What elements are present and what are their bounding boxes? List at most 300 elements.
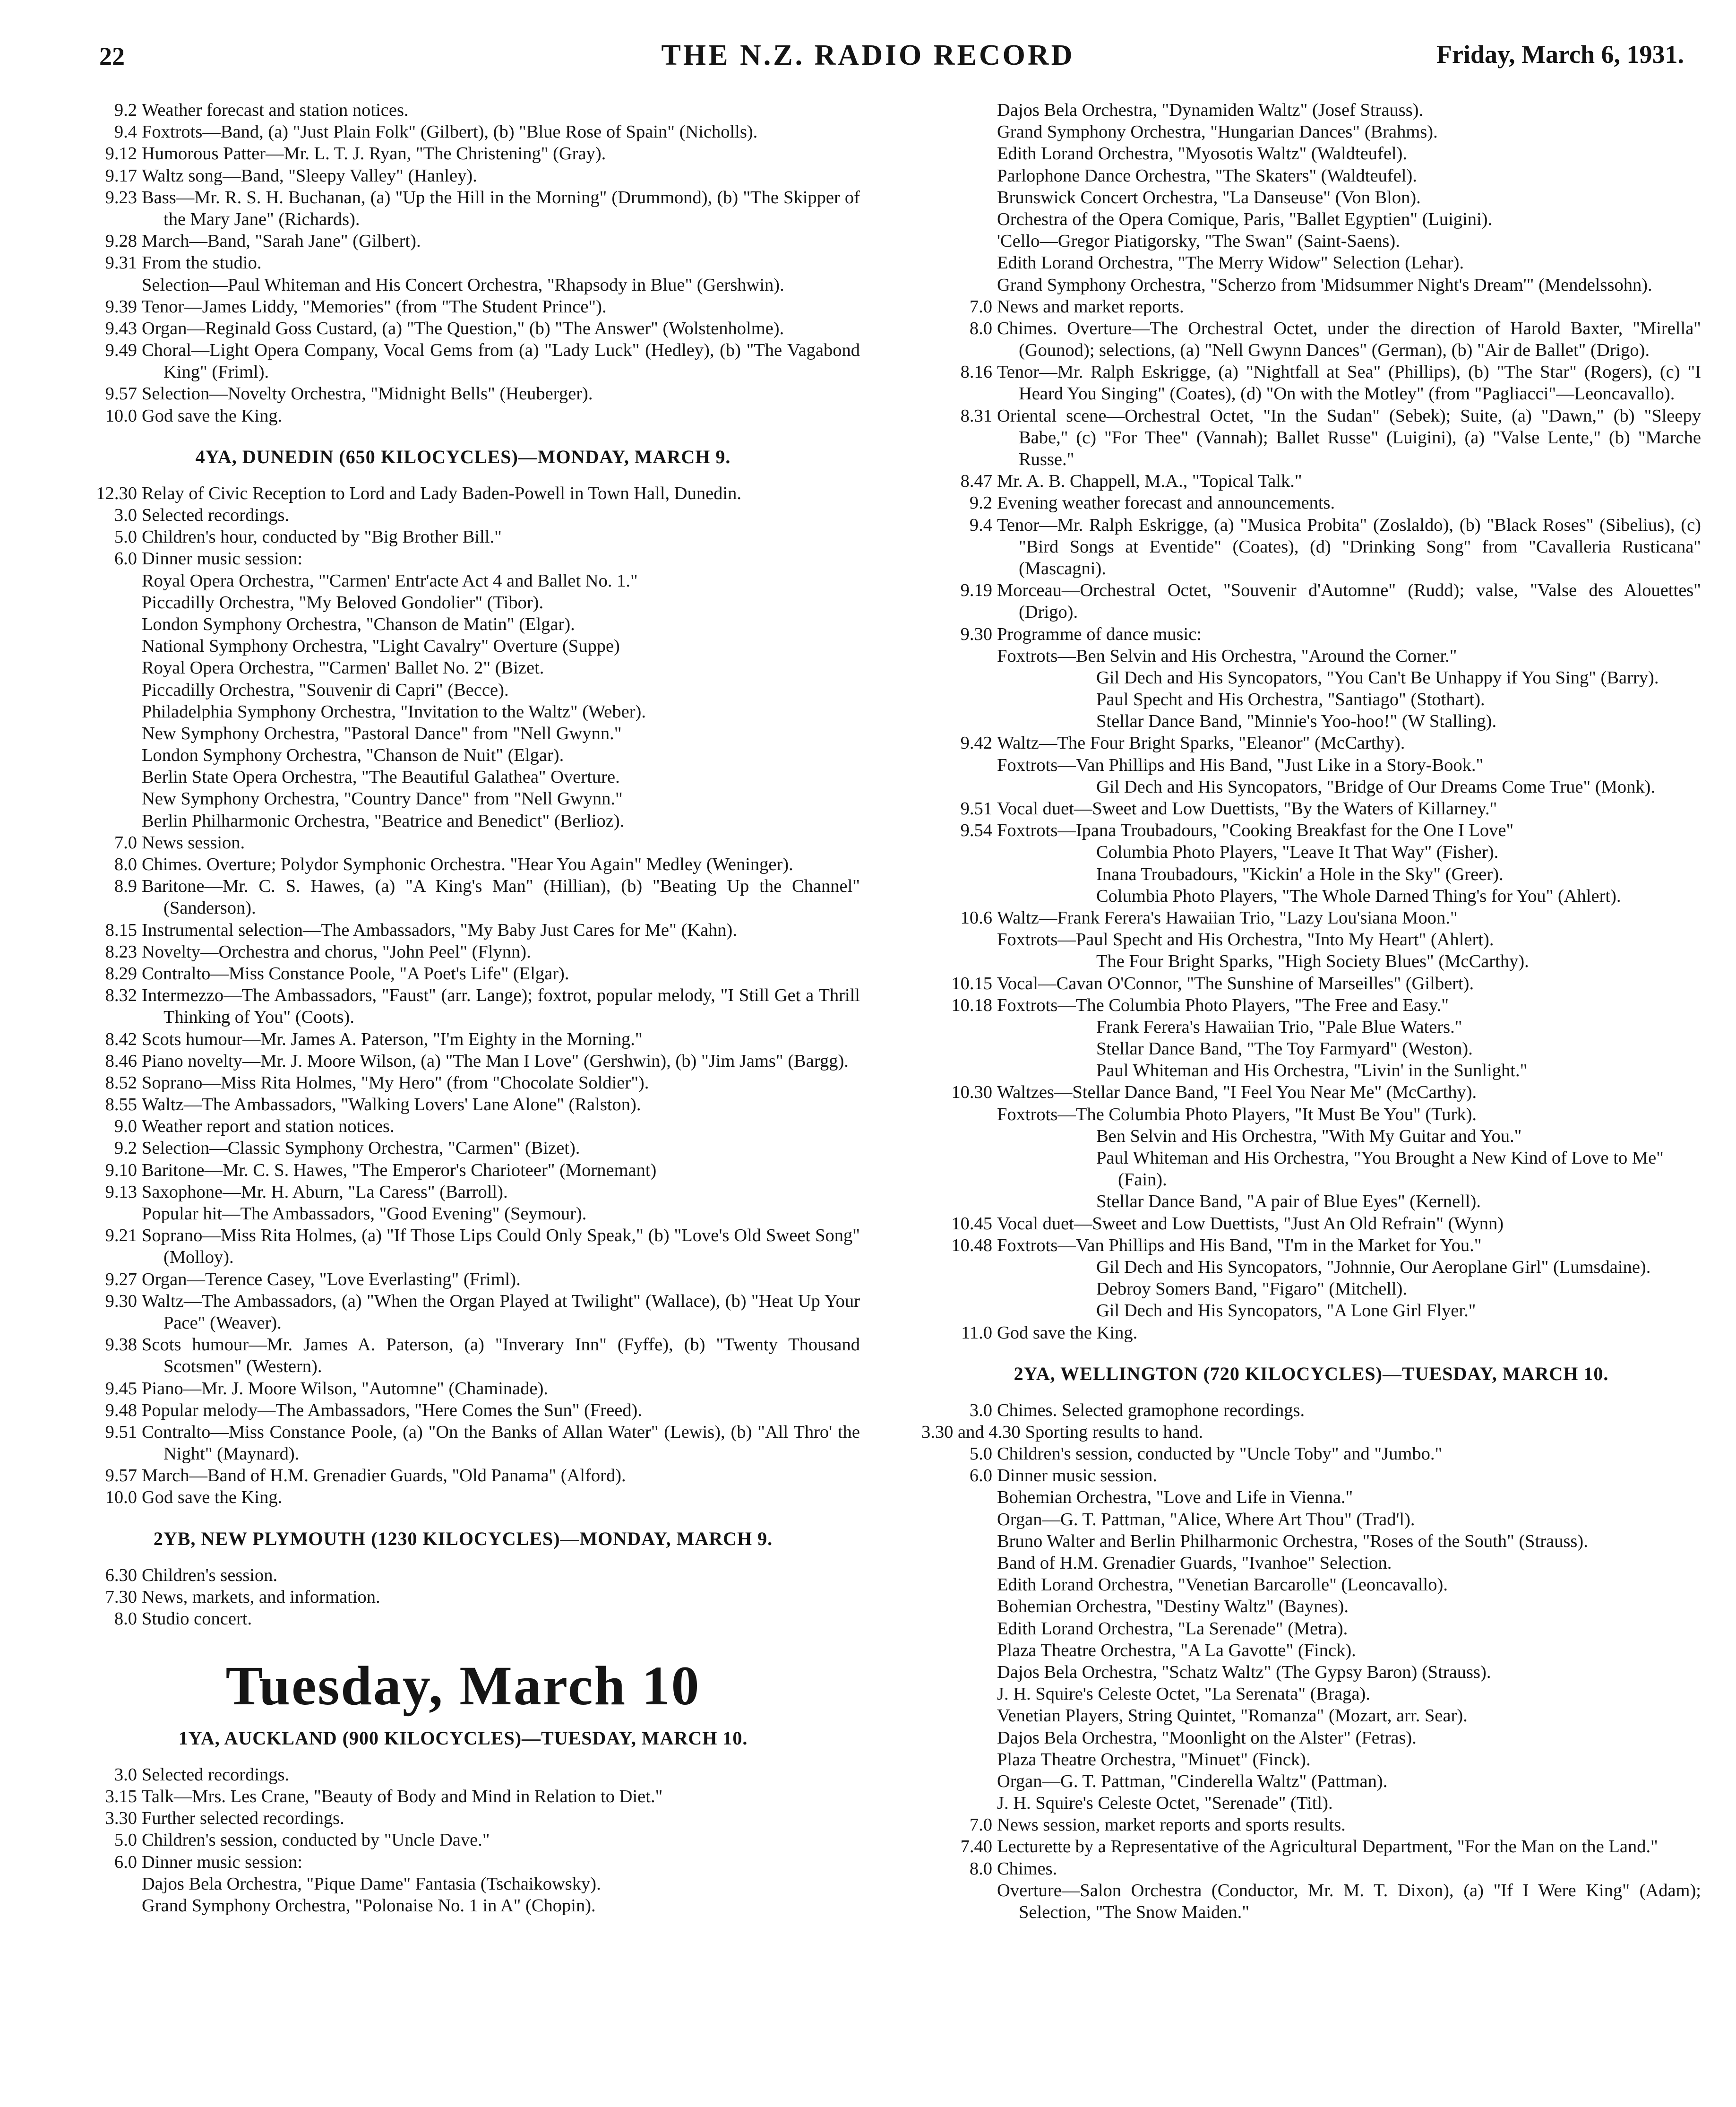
page-number: 22 — [99, 42, 125, 70]
entry-text: Intermezzo—The Ambassadors, "Faust" (arr. Lange); foxtrot, popular melody, "I Still Get a Thrill Thinking of You" (Coots). — [142, 985, 860, 1028]
list-item: Stellar Dance Band, "Minnie's Yoo-hoo!" (W Stalling). — [1096, 711, 1497, 732]
entry-text: Mr. A. B. Chappell, M.A., "Topical Talk." — [997, 471, 1302, 492]
entry-time: 9.49 — [105, 340, 137, 361]
entry-text: News session, market reports and sports results. — [997, 1815, 1346, 1835]
schedule-entry — [921, 1213, 1701, 1235]
entry-time: 9.13 — [105, 1182, 137, 1202]
entry-text: Soprano—Miss Rita Holmes, "My Hero" (from "Chocolate Soldier"). — [142, 1072, 649, 1093]
list-item: The Four Bright Sparks, "High Society Blues" (McCarthy). — [1096, 951, 1529, 972]
entry-text: Children's session. — [142, 1565, 278, 1585]
entry-body — [142, 548, 860, 570]
entry-body — [997, 1858, 1701, 1924]
entry-body — [997, 492, 1701, 514]
entry-text: Programme of dance music: — [997, 624, 1202, 644]
entry-time: 9.12 — [105, 144, 137, 164]
entry-body — [142, 963, 860, 984]
entry-body — [142, 296, 860, 318]
schedule-entry — [66, 296, 860, 318]
schedule-entry — [66, 875, 860, 919]
entry-body — [142, 1764, 860, 1786]
entry-time: 9.19 — [960, 580, 992, 601]
entry-time: 9.10 — [105, 1160, 137, 1180]
schedule-entry — [921, 973, 1701, 994]
entry-text: Baritone—Mr. C. S. Hawes, (a) "A King's Man" (Hillian), (b) "Beating Up the Channel" (Sanderson). — [142, 876, 860, 918]
entry-time: 9.30 — [105, 1291, 137, 1311]
entry-time: 10.30 — [951, 1082, 992, 1103]
entry-time: 10.45 — [951, 1213, 992, 1234]
schedule-entry — [66, 1786, 860, 1807]
entry-time: 3.0 — [114, 505, 137, 525]
entry-text: Relay of Civic Reception to Lord and Lady Baden-Powell in Town Hall, Dunedin. — [142, 483, 741, 503]
entry-text: News session. — [142, 832, 245, 853]
list-item: Edith Lorand Orchestra, "Venetian Barcarolle" (Leoncavallo). — [997, 1575, 1448, 1595]
left-column — [66, 99, 860, 1917]
list-item: Royal Opera Orchestra, "'Carmen' Entr'acte Act 4 and Ballet No. 1." — [142, 570, 638, 591]
entry-body — [142, 875, 860, 919]
schedule-entry — [66, 1159, 860, 1181]
list-item: Philadelphia Symphony Orchestra, "Invitation to the Waltz" (Weber). — [142, 701, 646, 722]
entry-text: Contralto—Miss Constance Poole, (a) "On the Banks of Allan Water" (Lewis), (b) "All Thro' the Night" (Maynard). — [142, 1422, 860, 1464]
schedule-entry — [66, 1028, 860, 1050]
entry-time: 10.18 — [951, 995, 992, 1015]
entry-body — [142, 230, 860, 252]
schedule-entry — [66, 1465, 860, 1486]
entry-time: 7.30 — [105, 1587, 137, 1607]
schedule-entry — [66, 1807, 860, 1829]
entry-time: 6.0 — [114, 1852, 137, 1872]
entry-body — [142, 941, 860, 963]
entry-time: 8.23 — [105, 941, 137, 962]
entry-body — [142, 383, 860, 405]
entry-time: 8.0 — [114, 855, 137, 874]
schedule-entry — [66, 1050, 860, 1072]
schedule-entry — [66, 1072, 860, 1094]
list-item: Parlophone Dance Orchestra, "The Skaters" (Waldteufel). — [997, 165, 1417, 186]
entry-body — [142, 1269, 860, 1290]
entry-body — [142, 1586, 860, 1608]
entry-body — [997, 318, 1701, 361]
schedule-entry — [921, 296, 1701, 318]
entry-body — [142, 1115, 860, 1137]
station-heading-4ya: 4YA, DUNEDIN (650 KILOCYCLES)—MONDAY, MARCH 9. — [195, 446, 731, 467]
entry-body — [142, 1378, 860, 1399]
entry-time: 6.0 — [969, 1466, 992, 1486]
entry-time: 9.30 — [960, 624, 992, 644]
entry-time: 9.2 — [114, 100, 137, 120]
entry-text: From the studio. — [142, 253, 262, 273]
entry-body — [997, 579, 1701, 623]
entry-text: Waltz—The Ambassadors, (a) "When the Organ Played at Twilight" (Wallace), (b) "Heat Up Your Pace" (Weaver). — [142, 1291, 860, 1333]
entry-time: 10.15 — [951, 973, 992, 993]
list-item: London Symphony Orchestra, "Chanson de Nuit" (Elgar). — [142, 745, 564, 766]
entry-time: 9.51 — [960, 799, 992, 819]
schedule-block — [921, 1814, 1701, 1923]
entry-time: 8.52 — [105, 1072, 137, 1093]
entry-text: Organ—Terence Casey, "Love Everlasting" (Friml). — [142, 1269, 521, 1289]
entry-time: 10.0 — [105, 1487, 137, 1508]
entry-body — [142, 1608, 860, 1630]
dance-group-continuation — [921, 1256, 1701, 1322]
list-item: Bruno Walter and Berlin Philharmonic Orchestra, "Roses of the South" (Strauss). — [997, 1531, 1588, 1551]
entry-time: 10.48 — [951, 1235, 992, 1255]
entry-text: Chimes. — [997, 1858, 1057, 1879]
entry-body — [997, 623, 1701, 645]
schedule-entry — [66, 1608, 860, 1630]
schedule-entry — [921, 492, 1701, 514]
schedule-entry — [66, 1851, 860, 1873]
entry-body — [142, 526, 860, 548]
entry-time: 7.0 — [114, 832, 137, 853]
list-item: Bohemian Orchestra, "Love and Life in Vienna." — [997, 1487, 1353, 1508]
entry-time: 9.45 — [105, 1378, 137, 1399]
entry-time: 8.46 — [105, 1051, 137, 1071]
schedule-block — [66, 1764, 860, 1873]
schedule-entry — [921, 579, 1701, 623]
entry-body — [142, 832, 860, 854]
list-item: Venetian Players, String Quintet, "Romanza" (Mozart, arr. Sear). — [997, 1706, 1468, 1726]
entry-time: 7.0 — [969, 296, 992, 317]
entry-time: 9.48 — [105, 1400, 137, 1420]
entry-time: 8.42 — [105, 1029, 137, 1049]
entry-text: Vocal—Cavan O'Connor, "The Sunshine of Marseilles" (Gilbert). — [997, 973, 1474, 993]
schedule-entry — [66, 1290, 860, 1334]
entry-body — [142, 121, 860, 143]
list-item: Dajos Bela Orchestra, "Dynamiden Waltz" (Josef Strauss). — [997, 100, 1424, 120]
list-item: Royal Opera Orchestra, "'Carmen' Ballet No. 2" (Bizet. — [142, 658, 544, 678]
schedule-entry — [66, 1586, 860, 1608]
entry-text: Tenor—Mr. Ralph Eskrigge, (a) "Musica Probita" (Zoslaldo), (b) "Black Roses" (Sibelius), (c) "Bird Songs at Eventide" (Coates), (d) "Drinking Song" from "Cavalleria Rusticana" (Mascagni). — [997, 515, 1701, 579]
schedule-entry — [921, 470, 1701, 492]
schedule-block — [921, 1399, 1701, 1487]
entry-body — [997, 296, 1701, 318]
dinner-music-list — [921, 1486, 1701, 1814]
list-item: Edith Lorand Orchestra, "Myosotis Waltz" (Waldteufel). — [997, 144, 1408, 164]
entry-body — [142, 854, 860, 875]
schedule-block — [66, 1564, 860, 1630]
station-heading-2ya: 2YA, WELLINGTON (720 KILOCYCLES)—TUESDAY, MARCH 10. — [1014, 1363, 1609, 1384]
entry-time: 9.57 — [105, 384, 137, 404]
list-item: Gil Dech and His Syncopators, "Johnnie, Our Aeroplane Girl" (Lumsdaine). — [1096, 1257, 1651, 1277]
entry-text: Oriental scene—Orchestral Octet, "In the Sudan" (Sebek); Suite, (a) "Dawn," (b) "Sleepy Babe," (c) "For Thee" (Vannah); Ballet Russe" (Luigini), (a) "Valse Lente," (b) "Marche Russe." — [997, 406, 1701, 469]
entry-text: Studio concert. — [142, 1609, 252, 1629]
schedule-entry — [66, 187, 860, 230]
entry-body — [142, 1290, 860, 1334]
entry-text: Waltzes—Stellar Dance Band, "I Feel You Near Me" (McCarthy). — [997, 1082, 1477, 1103]
schedule-entry — [66, 919, 860, 941]
entry-time: 5.0 — [114, 1830, 137, 1850]
schedule-entry — [66, 230, 860, 252]
entry-text: Sporting results to hand. — [1025, 1422, 1203, 1442]
entry-time: 8.55 — [105, 1095, 137, 1115]
entry-body — [142, 1137, 860, 1159]
entry-time: 9.43 — [105, 318, 137, 338]
schedule-entry — [921, 1858, 1701, 1924]
schedule-entry — [66, 832, 860, 854]
list-item: Debroy Somers Band, "Figaro" (Mitchell). — [1096, 1279, 1408, 1299]
schedule-entry — [66, 405, 860, 427]
entry-body — [142, 1072, 860, 1094]
schedule-entry — [66, 1829, 860, 1851]
entry-time: 3.0 — [114, 1764, 137, 1785]
list-item: Inana Troubadours, "Kickin' a Hole in the Sky" (Greer). — [1096, 864, 1504, 884]
entry-time: 9.0 — [114, 1116, 137, 1137]
list-item: Berlin Philharmonic Orchestra, "Beatrice and Benedict" (Berlioz). — [142, 811, 625, 831]
entry-body — [142, 1851, 860, 1873]
list-item: Edith Lorand Orchestra, "The Merry Widow" Selection (Lehar). — [997, 253, 1464, 273]
entry-text: Baritone—Mr. C. S. Hawes, "The Emperor's Charioteer" (Mornemant) — [142, 1160, 657, 1180]
station-heading-1ya: 1YA, AUCKLAND (900 KILOCYCLES)—TUESDAY, MARCH 10. — [178, 1727, 748, 1749]
entry-time: 8.0 — [969, 1858, 992, 1879]
entry-body — [142, 1028, 860, 1050]
entry-time: 6.0 — [114, 549, 137, 569]
entry-text: Chimes. Selected gramophone recordings. — [997, 1400, 1305, 1420]
entry-text: Tenor—James Liddy, "Memories" (from "The Student Prince"). — [142, 296, 607, 317]
dance-group-continuation — [921, 667, 1701, 733]
list-item: Frank Ferera's Hawaiian Trio, "Pale Blue Waters." — [1096, 1017, 1462, 1037]
schedule-entry — [66, 1378, 860, 1399]
list-item: Stellar Dance Band, "A pair of Blue Eyes" (Kernell). — [1096, 1192, 1481, 1212]
entry-text: Further selected recordings. — [142, 1808, 344, 1829]
list-item: Orchestra of the Opera Comique, Paris, "Ballet Egyptien" (Luigini). — [997, 209, 1493, 229]
schedule-entry — [66, 121, 860, 143]
entry-text: Waltz—The Ambassadors, "Walking Lovers' Lane Alone" (Ralston). — [142, 1095, 641, 1115]
entry-text: Dinner music session. — [997, 1466, 1157, 1486]
entry-text: Selection—Paul Whiteman and His Concert Orchestra, "Rhapsody in Blue" (Gershwin). — [142, 275, 784, 295]
right-column — [921, 99, 1701, 1923]
entry-text: Piano—Mr. J. Moore Wilson, "Automne" (Chaminade). — [142, 1378, 549, 1399]
schedule-entry — [66, 1225, 860, 1268]
entry-time: 9.51 — [105, 1422, 137, 1442]
entry-time: 9.57 — [105, 1466, 137, 1486]
schedule-entry — [66, 526, 860, 548]
entry-text: Tenor—Mr. Ralph Eskrigge, (a) "Nightfall at Sea" (Phillips), (b) "The Star" (Rogers), (c) "I Heard You Singing" (Coates), (d) "On with the Motley" (from "Pagliacci"—Leoncavallo). — [997, 362, 1701, 404]
entry-body — [997, 1443, 1701, 1465]
entry-text: Bass—Mr. R. S. H. Buchanan, (a) "Up the Hill in the Morning" (Drummond), (b) "The Skipper of the Mary Jane" (Richards). — [142, 187, 860, 229]
list-item: London Symphony Orchestra, "Chanson de Matin" (Elgar). — [142, 614, 575, 634]
list-item: Dajos Bela Orchestra, "Moonlight on the Alster" (Fetras). — [997, 1727, 1417, 1748]
list-item: Gil Dech and His Syncopators, "A Lone Girl Flyer." — [1096, 1301, 1476, 1321]
entry-time: 3.30 — [105, 1808, 137, 1829]
entry-body — [142, 483, 860, 504]
list-item: Brunswick Concert Orchestra, "La Danseuse" (Von Blon). — [997, 187, 1421, 207]
schedule-block — [66, 832, 860, 1509]
schedule-entry — [921, 1421, 1701, 1443]
entry-body — [142, 1829, 860, 1851]
dance-group-continuation — [921, 1125, 1701, 1213]
entry-body — [997, 1465, 1701, 1486]
entry-time: 9.28 — [105, 231, 137, 251]
entry-time: 10.6 — [960, 907, 992, 928]
entry-time: 5.0 — [969, 1444, 992, 1464]
list-item: Paul Specht and His Orchestra, "Santiago" (Stothart). — [1096, 690, 1485, 710]
schedule-entry — [66, 984, 860, 1028]
dance-group — [921, 929, 1701, 950]
entry-time: 5.0 — [114, 527, 137, 547]
schedule-entry — [921, 820, 1701, 841]
entry-text: Talk—Mrs. Les Crane, "Beauty of Body and Mind in Relation to Diet." — [142, 1786, 663, 1806]
entry-text: Popular hit—The Ambassadors, "Good Evening" (Seymour). — [142, 1204, 587, 1224]
dance-entry: Foxtrots—Paul Specht and His Orchestra, "Into My Heart" (Ahlert). — [997, 930, 1494, 950]
list-item: Paul Whiteman and His Orchestra, "You Brought a New Kind of Love to Me" (Fain). — [1096, 1148, 1664, 1190]
entry-body — [1025, 1421, 1701, 1443]
entry-time: 9.39 — [105, 296, 137, 317]
list-item: Ben Selvin and His Orchestra, "With My Guitar and You." — [1096, 1126, 1522, 1146]
dance-entry: Foxtrots—Van Phillips and His Band, "Just Like in a Story-Book." — [997, 755, 1484, 775]
list-item: J. H. Squire's Celeste Octet, "Serenade" (Titl). — [997, 1793, 1333, 1813]
entry-text: Weather report and station notices. — [142, 1116, 395, 1137]
entry-body — [142, 984, 860, 1028]
entry-time: 9.27 — [105, 1269, 137, 1289]
entry-body — [997, 1814, 1701, 1836]
dinner-music-list — [921, 99, 1701, 296]
entry-text: Foxtrots—Band, (a) "Just Plain Folk" (Gilbert), (b) "Blue Rose of Spain" (Nicholls). — [142, 122, 758, 142]
entry-text: God save the King. — [997, 1322, 1138, 1343]
entry-body — [997, 1836, 1701, 1857]
schedule-entry — [66, 1094, 860, 1115]
entry-text: Selected recordings. — [142, 1764, 290, 1785]
entry-time: 8.29 — [105, 963, 137, 984]
entry-text: Saxophone—Mr. H. Aburn, "La Caress" (Barroll). — [142, 1182, 508, 1202]
list-item: Plaza Theatre Orchestra, "A La Gavotte" (Finck). — [997, 1640, 1356, 1660]
entry-text: Children's session, conducted by "Uncle Toby" and "Jumbo." — [997, 1444, 1443, 1464]
schedule-entry — [66, 1764, 860, 1786]
list-item: Organ—G. T. Pattman, "Cinderella Waltz" (Pattman). — [997, 1771, 1388, 1791]
entry-text: Chimes. Overture—The Orchestral Octet, under the direction of Harold Baxter, "Mirella" (Gounod); selections, (a) "Nell Gwynn Dances" (German), (b) "Air de Ballet" (Drigo). — [997, 318, 1701, 361]
schedule-entry — [921, 1399, 1701, 1421]
entry-time: 11.0 — [961, 1322, 992, 1343]
schedule-entry — [921, 732, 1701, 754]
list-item: National Symphony Orchestra, "Light Cavalry" Overture (Suppe) — [142, 636, 620, 656]
entry-time: 9.4 — [969, 515, 992, 535]
entry-text: News, markets, and information. — [142, 1587, 380, 1607]
schedule-entry — [66, 339, 860, 383]
entry-text: Foxtrots—Ipana Troubadours, "Cooking Breakfast for the One I Love" — [997, 820, 1514, 841]
entry-text: March—Band, "Sarah Jane" (Gilbert). — [142, 231, 421, 251]
entry-body — [142, 1225, 860, 1268]
dance-entry: Foxtrots—The Columbia Photo Players, "It Must Be You" (Turk). — [997, 1104, 1477, 1124]
entry-body — [142, 99, 860, 121]
entry-time: 9.21 — [105, 1226, 137, 1246]
entry-text: Children's session, conducted by "Uncle Dave." — [142, 1830, 490, 1850]
entry-text: Choral—Light Opera Company, Vocal Gems from (a) "Lady Luck" (Hedley), (b) "The Vagabond King" (Friml). — [142, 340, 860, 382]
entry-time: 7.0 — [969, 1815, 992, 1835]
dance-group-continuation — [921, 776, 1701, 798]
schedule-entry — [921, 623, 1701, 645]
entry-text: Scots humour—Mr. James A. Paterson, (a) "Inverary Inn" (Fyffe), (b) "Twenty Thousand Scotsmen" (Western). — [142, 1335, 860, 1377]
entry-text: Soprano—Miss Rita Holmes, (a) "If Those Lips Could Only Speak," (b) "Love's Old Sweet Song" (Molloy). — [142, 1226, 860, 1268]
masthead-title: THE N.Z. RADIO RECORD — [661, 39, 1075, 71]
entry-time: 8.31 — [960, 406, 992, 426]
list-item: Bohemian Orchestra, "Destiny Waltz" (Baynes). — [997, 1597, 1349, 1617]
entry-body — [142, 339, 860, 383]
entry-text: Scots humour—Mr. James A. Paterson, "I'm Eighty in the Morning." — [142, 1029, 643, 1049]
list-item: Dajos Bela Orchestra, "Pique Dame" Fantasia (Tschaikowsky). — [142, 1874, 601, 1894]
entry-text: Dinner music session: — [142, 549, 303, 569]
entry-time: 9.42 — [960, 733, 992, 753]
schedule-entry — [66, 99, 860, 121]
entry-time: 3.0 — [969, 1400, 992, 1420]
schedule-block — [921, 296, 1701, 645]
entry-time: 8.9 — [114, 876, 137, 897]
list-item: Plaza Theatre Orchestra, "Minuet" (Finck). — [997, 1749, 1311, 1770]
entry-body — [997, 361, 1701, 405]
list-item: New Symphony Orchestra, "Pastoral Dance" from "Nell Gwynn." — [142, 723, 622, 743]
entry-text: Selection—Novelty Orchestra, "Midnight Bells" (Heuberger). — [142, 384, 593, 404]
schedule-entry — [921, 405, 1701, 471]
schedule-entry — [921, 514, 1701, 580]
list-item: Grand Symphony Orchestra, "Polonaise No. 1 in A" (Chopin). — [142, 1895, 596, 1916]
entry-body — [997, 1399, 1701, 1421]
entry-time: 9.23 — [105, 187, 137, 207]
entry-text: Waltz song—Band, "Sleepy Valley" (Hanley). — [142, 165, 477, 186]
entry-text: Overture—Salon Orchestra (Conductor, Mr. M. T. Dixon), (a) "If I Were King" (Adam); Selection, "The Snow Maiden." — [997, 1880, 1701, 1922]
schedule-entry — [921, 907, 1701, 929]
list-item: Band of H.M. Grenadier Guards, "Ivanhoe" Selection. — [997, 1553, 1392, 1573]
schedule-entry — [66, 963, 860, 984]
entry-body — [997, 405, 1701, 471]
schedule-entry — [921, 1814, 1701, 1836]
schedule-entry — [66, 1334, 860, 1377]
entry-text: Lecturette by a Representative of the Agricultural Department, "For the Man on the Land." — [997, 1837, 1658, 1857]
entry-text: Chimes. Overture; Polydor Symphonic Orchestra. "Hear You Again" Medley (Weninger). — [142, 855, 793, 874]
entry-time: 8.47 — [960, 471, 992, 492]
entry-text: News and market reports. — [997, 296, 1184, 317]
schedule-entry — [921, 1465, 1701, 1486]
entry-text: Dinner music session: — [142, 1852, 303, 1872]
schedule-entry — [66, 143, 860, 164]
entry-body — [142, 165, 860, 187]
entry-body — [142, 187, 860, 230]
entry-time: 6.30 — [105, 1565, 137, 1585]
schedule-entry — [66, 318, 860, 339]
list-item: Gil Dech and His Syncopators, "You Can't Be Unhappy if You Sing" (Barry). — [1096, 667, 1659, 688]
entry-body — [142, 919, 860, 941]
entry-text: Vocal duet—Sweet and Low Duettists, "By the Waters of Killarney." — [997, 799, 1497, 819]
entry-text: Instrumental selection—The Ambassadors, "My Baby Just Cares for Me" (Kahn). — [142, 920, 737, 940]
list-item: Grand Symphony Orchestra, "Scherzo from 'Midsummer Night's Dream'" (Mendelssohn). — [997, 275, 1652, 295]
list-item: Stellar Dance Band, "The Toy Farmyard" (Weston). — [1096, 1039, 1473, 1059]
schedule-block — [66, 483, 860, 570]
dance-group-continuation — [921, 1016, 1701, 1082]
entry-time: 8.0 — [114, 1609, 137, 1629]
entry-text: Vocal duet—Sweet and Low Duettists, "Just An Old Refrain" (Wynn) — [997, 1213, 1504, 1234]
entry-body — [142, 143, 860, 164]
entry-body — [997, 470, 1701, 492]
schedule-entry — [921, 318, 1701, 361]
page-header — [0, 0, 1736, 76]
dance-entry: Foxtrots—Ben Selvin and His Orchestra, "Around the Corner." — [997, 646, 1457, 666]
entry-text: Humorous Patter—Mr. L. T. J. Ryan, "The Christening" (Gray). — [142, 144, 606, 164]
list-item: Edith Lorand Orchestra, "La Serenade" (Metra). — [997, 1618, 1348, 1639]
entry-time: 8.0 — [969, 318, 992, 338]
schedule-entry — [921, 798, 1701, 820]
schedule-entry — [921, 994, 1701, 1016]
entry-text: Foxtrots—The Columbia Photo Players, "The Free and Easy." — [997, 995, 1449, 1015]
entry-text: Foxtrots—Van Phillips and His Band, "I'm in the Market for You." — [997, 1235, 1482, 1255]
entry-body — [142, 252, 860, 295]
entry-body — [142, 1465, 860, 1486]
entry-time: 8.32 — [105, 985, 137, 1006]
list-item: Gil Dech and His Syncopators, "Bridge of Our Dreams Come True" (Monk). — [1096, 777, 1656, 797]
schedule-entry — [921, 1322, 1701, 1344]
entry-body — [142, 1050, 860, 1072]
list-item: Columbia Photo Players, "Leave It That Way" (Fisher). — [1096, 842, 1499, 863]
entry-text: Popular melody—The Ambassadors, "Here Comes the Sun" (Freed). — [142, 1400, 642, 1420]
dance-group — [921, 645, 1701, 667]
list-item: Paul Whiteman and His Orchestra, "Livin' in the Sunlight." — [1096, 1061, 1528, 1081]
list-item: Dajos Bela Orchestra, "Schatz Waltz" (The Gypsy Baron) (Strauss). — [997, 1662, 1491, 1682]
entry-text: Evening weather forecast and announcements. — [997, 493, 1335, 513]
